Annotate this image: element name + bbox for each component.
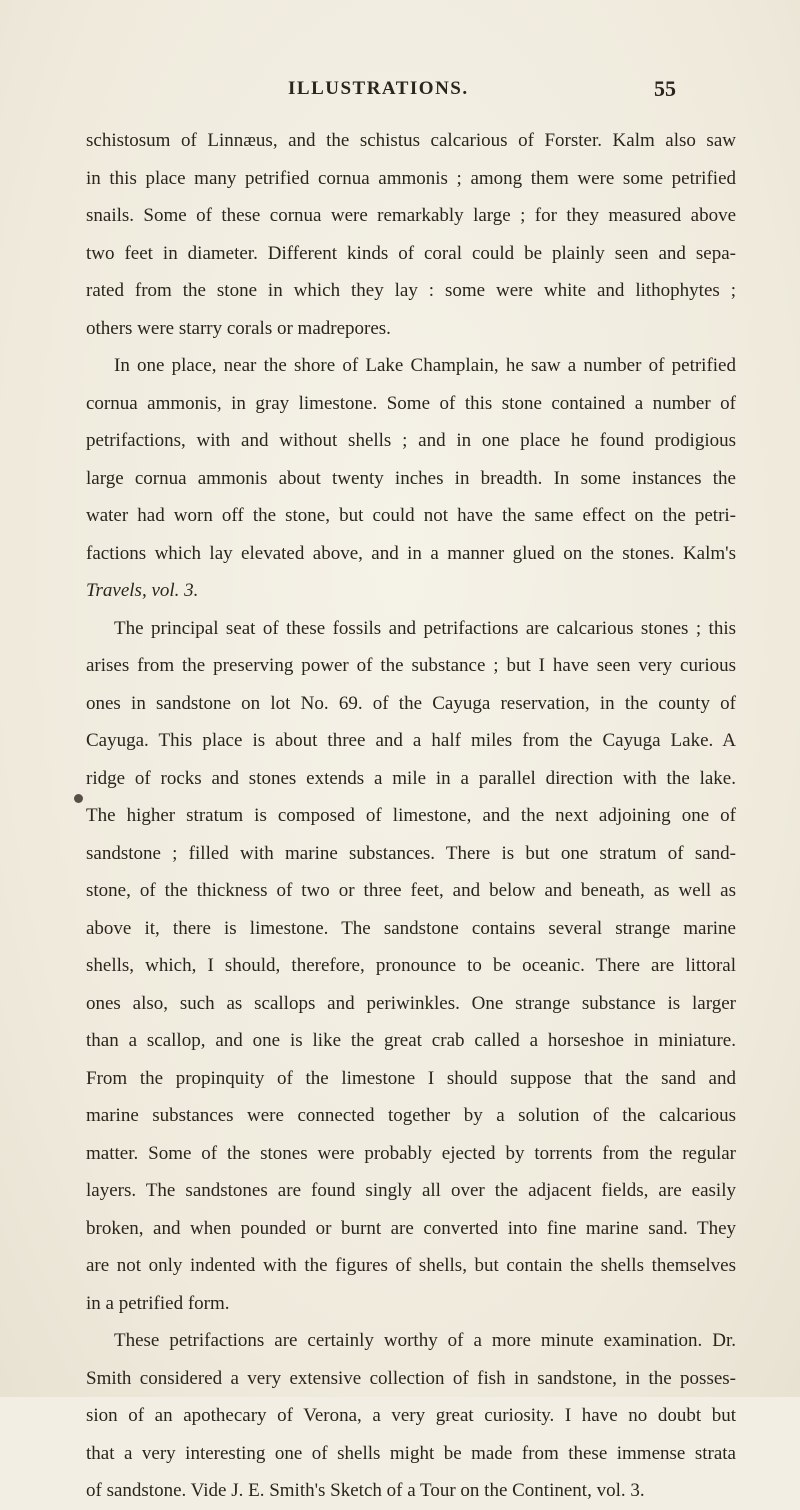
body-text	[86, 122, 736, 1510]
text-line: matter. Some of the stones were probably ejected by torrents from the regular	[86, 1142, 736, 1164]
page-number: 55	[654, 76, 676, 101]
text-line: schistosum of Linnæus, and the schistus calcarious of Forster. Kalm also saw	[86, 130, 736, 151]
text-line: water had worn off the stone, but could not have the same effect on the petri-	[86, 505, 736, 526]
text-line: rated from the stone in which they lay : some were white and lithophytes ;	[86, 280, 736, 301]
text-line: in this place many petrified cornua ammonis ; among them were some petrified	[86, 167, 736, 189]
paragraph-kalm-observations	[86, 122, 736, 347]
text-line: sion of an apothecary of Verona, a very great curiosity. I have no doubt but	[86, 1405, 736, 1426]
text-line: shells, which, I should, therefore, pronounce to be oceanic. There are littoral	[86, 955, 736, 976]
paragraph-further-examination	[86, 1322, 736, 1510]
text-line: two feet in diameter. Different kinds of coral could be plainly seen and sepa-	[86, 242, 736, 264]
text-line: large cornua ammonis about twenty inches in breadth. In some instances the	[86, 467, 736, 489]
text-line: These petrifactions are certainly worthy of a more minute examination. Dr.	[114, 1330, 736, 1351]
text-line: arises from the preserving power of the substance ; but I have seen very curious	[86, 655, 736, 676]
text-line-citation: Travels, vol. 3.	[86, 580, 199, 601]
paragraph-cayuga-sandstone	[86, 610, 736, 1323]
text-line: broken, and when pounded or burnt are converted into fine marine sand. They	[86, 1217, 736, 1239]
text-line: stone, of the thickness of two or three feet, and below and beneath, as well as	[86, 880, 736, 901]
running-head: ILLUSTRATIONS.	[288, 78, 469, 99]
text-line: factions which lay elevated above, and in a manner glued on the stones. Kalm's	[86, 542, 736, 564]
page-header	[0, 78, 800, 108]
text-line: marine substances were connected together by a solution of the calcarious	[86, 1105, 736, 1126]
text-line: Smith considered a very extensive collection of fish in sandstone, in the posses-	[86, 1367, 736, 1389]
text-line: ridge of rocks and stones extends a mile in a parallel direction with the lake.	[86, 767, 736, 789]
ink-dot-mark	[74, 794, 83, 803]
text-line: others were starry corals or madrepores.	[86, 317, 391, 339]
text-line: From the propinquity of the limestone I should suppose that the sand and	[86, 1067, 736, 1089]
text-line: ones also, such as scallops and periwinkles. One strange substance is larger	[86, 992, 736, 1014]
text-line: cornua ammonis, in gray limestone. Some of this stone contained a number of	[86, 392, 736, 414]
text-line: The principal seat of these fossils and petrifactions are calcarious stones ; this	[114, 617, 736, 639]
text-line: above it, there is limestone. The sandstone contains several strange marine	[86, 917, 736, 939]
paragraph-lake-champlain	[86, 347, 736, 610]
text-line: sandstone ; filled with marine substances. There is but one stratum of sand-	[86, 842, 736, 864]
text-line: ones in sandstone on lot No. 69. of the Cayuga reservation, in the county of	[86, 692, 736, 714]
text-line: In one place, near the shore of Lake Champlain, he saw a number of petrified	[114, 355, 736, 376]
text-line: layers. The sandstones are found singly all over the adjacent fields, are easily	[86, 1180, 736, 1201]
text-line: petrifactions, with and without shells ; and in one place he found prodigious	[86, 430, 736, 451]
text-line: that a very interesting one of shells might be made from these immense strata	[86, 1442, 736, 1464]
text-line: Cayuga. This place is about three and a half miles from the Cayuga Lake. A	[86, 730, 736, 751]
text-line: than a scallop, and one is like the great crab called a horseshoe in miniature.	[86, 1030, 736, 1051]
text-line: are not only indented with the figures of shells, but contain the shells themselves	[86, 1255, 736, 1276]
text-line: in a petrified form.	[86, 1292, 230, 1314]
text-line: snails. Some of these cornua were remarkably large ; for they measured above	[86, 205, 736, 226]
text-line: of sandstone. Vide J. E. Smith's Sketch of a Tour on the Continent, vol. 3.	[86, 1480, 645, 1501]
text-line: The higher stratum is composed of limestone, and the next adjoining one of	[86, 805, 736, 826]
